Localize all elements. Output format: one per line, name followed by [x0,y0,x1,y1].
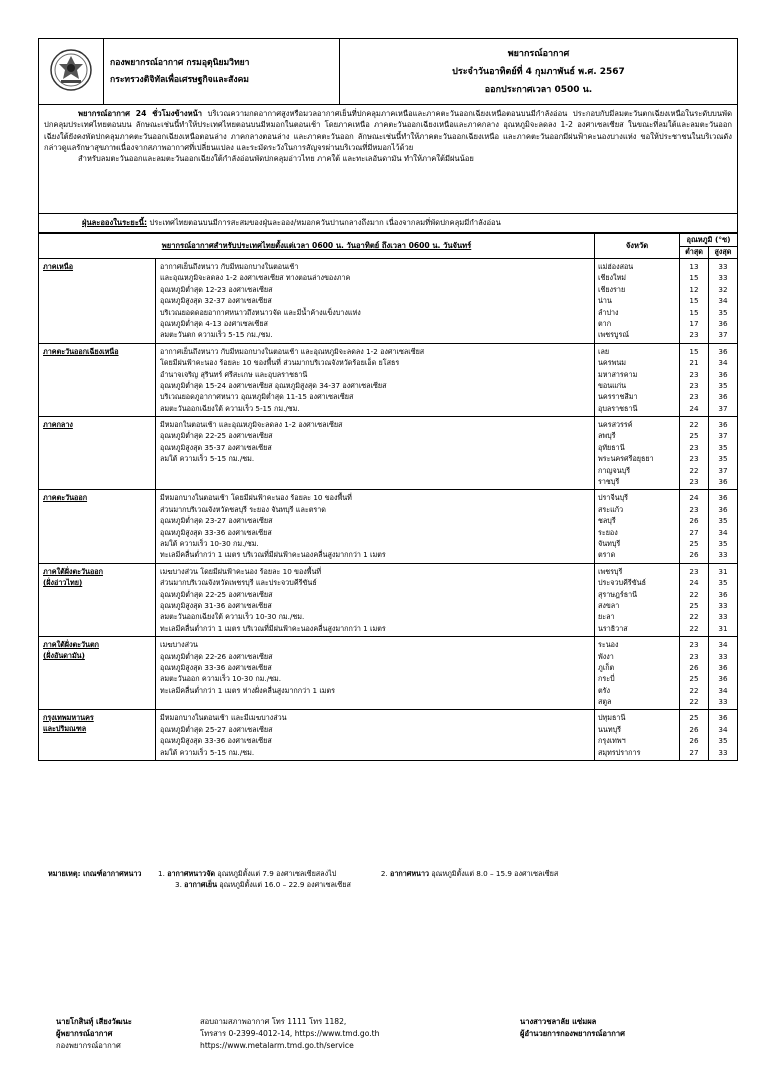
region-name-line: และปริมณฑล [43,724,87,734]
min-temp-list [680,490,709,563]
director-name: นางสาวชลาลัย แซ่มผล [520,1017,597,1026]
min-temp-value: 26 [689,662,699,672]
intro-text2: สำหรับลมตะวันออกและลมตะวันออกเฉียงใต้กำลังอ่อนพัดปกคลุมอ่าวไทย ภาคใต้ และทะเลอันดามัน ทำให้ภาคใต้มีฝนน้อย [78,154,474,164]
min-temp-value: 23 [689,566,699,576]
description-line: อุณหภูมิสูงสุด 31-36 องศาเซลเซียส [160,600,272,610]
description-line: บริเวณยอดภูอากาศหนาว อุณหภูมิต่ำสุด 11-15 องศาเซลเซียส [160,392,354,402]
province-name: แม่ฮ่องสอน [598,262,634,271]
description-line: อุณหภูมิสูงสุด 33-36 องศาเซลเซียส [160,527,272,537]
intro-lead: พยากรณ์อากาศ 24 ชั่วโมงข้างหน้า [78,109,203,118]
province-name: อุบลราชธานี [598,403,638,413]
max-temp-value: 35 [718,736,728,746]
description-line: อุณหภูมิต่ำสุด 4-13 องศาเซลเซียส [160,318,268,328]
province-name: ตาก [598,318,612,328]
province-name: เชียงใหม่ [598,273,627,283]
region-row [39,710,738,761]
max-temp-value: 33 [718,262,728,271]
max-temp-value: 36 [718,504,728,514]
note-item2-num: 2. [380,869,388,878]
min-temp-value: 15 [689,346,699,356]
max-temp-value: 36 [718,477,728,487]
organization-cell [104,39,340,105]
description-line: อุณหภูมิต่ำสุด 25-27 องศาเซลเซียส [160,724,273,734]
max-temp-value: 36 [718,369,728,379]
province-name: ขอนแก่น [598,380,627,390]
region-name-line: ภาคตะวันออก [43,493,88,503]
min-temp-list [680,563,709,636]
max-temp-value: 35 [718,454,728,464]
min-temp-value: 24 [689,578,699,588]
region-name [39,563,156,636]
min-temp-value: 22 [689,465,699,475]
province-name: ตราด [598,550,616,560]
description-line: อุณหภูมิต่ำสุด 22-25 องศาเซลเซียส [160,589,273,599]
region-name-line: ภาคเหนือ [43,262,74,271]
max-temp-value: 35 [718,380,728,390]
dust-cell [39,214,738,233]
note-item3-num: 3. [175,880,182,889]
description-line: มีหมอกในตอนเช้า และอุณหภูมิจะลดลง 1-2 องศาเซลเซียส [160,420,343,430]
max-temp-value: 34 [718,527,728,537]
region-name-line: ภาคตะวันออกเฉียงเหนือ [43,346,119,356]
region-name [39,259,156,344]
min-temp-value: 25 [689,713,699,723]
region-name-line: ภาคใต้ฝั่งตะวันตก [43,640,99,650]
note-item1-bold: อากาศหนาวจัด [167,869,216,878]
description-line: อุณหภูมิสูงสุด 33-36 องศาเซลเซียส [160,736,272,746]
province-name: จันทบุรี [598,538,621,548]
region-row [39,343,738,416]
province-name: เลย [598,346,610,356]
description-line: อุณหภูมิสูงสุด 32-37 องศาเซลเซียส [160,296,272,306]
province-name: ตรัง [598,685,611,695]
region-description [156,343,595,416]
min-temp-value: 23 [689,640,699,650]
province-name: ระนอง [598,640,619,650]
description-line: ลมตะวันออก ความเร็ว 10-30 กม./ชม. [160,674,282,684]
max-temp-value: 33 [718,273,728,283]
description-line: ทะเลมีคลื่นต่ำกว่า 1 เมตร บริเวณที่มีฝนฟ้าคะนองคลื่นสูงมากกว่า 1 เมตร [160,623,386,633]
dust-text: ประเทศไทยตอนบนมีการสะสมของฝุ่นละออง/หมอกควันปานกลางถึงมาก เนื่องจากลมที่พัดปกคลุมมีกำลังอ่อน [149,218,501,227]
description-line: ลมใต้ ความเร็ว 5-15 กม./ชม. [160,747,255,757]
province-name: มหาสารคาม [598,369,638,379]
intro-text: บริเวณความกดอากาศสูงหรือมวลอากาศเย็นที่ปกคลุมภาคเหนือและภาคตะวันออกเฉียงเหนือตอนบนมีกำลังอ่อน ประกอบกับมีลมตะวันตกเฉียงเหนือในระดับบนพัดปกคลุมประเทศไทยตอนบน ลักษณะเช่นนี้ทำให้ประเทศไทยตอนบนมีหมอกในตอนเช้า โดยภาคเหนือ ภาคตะวันออกเฉียงเหนือและภาคกลาง อุณหภูมิจะลดลง 1-2 องศาเซลเซียส ในขณะที่ลมใต้และลมตะวันออกเฉียงใต้ยังคงพัดปกคลุมภาคตะวันออกเฉียงเหนือตอนล่าง ภาคกลางตอนล่าง และภาคตะวันออก ลักษณะเช่นนี้ทำให้ภาคตะวันออกเฉียงเหนือ และภาคตะวันออกมีฝนฟ้าคะนองบางแห่ง ขอให้ประชาชนในบริเวณดังกล่าวดูแลรักษาสุขภาพเนื่องจากสภาพอากาศที่เปลี่ยนแปลง และระมัดระวังในการสัญจรผ่านบริเวณที่มีหมอกไว้ด้วย [44,109,732,152]
note-label: หมายเหตุ: เกณฑ์อากาศหนาว [48,869,142,878]
min-temp-value: 25 [689,538,699,548]
min-temp-value: 26 [689,516,699,526]
max-temp-value: 35 [718,307,728,317]
min-temp-value: 25 [689,431,699,441]
province-name: นครพนม [598,358,626,368]
max-temp-value: 33 [718,697,728,707]
max-temp-value: 33 [718,651,728,661]
region-description [156,259,595,344]
province-name: ปราจีนบุรี [598,493,629,503]
min-temp-value: 21 [689,358,699,368]
region-row [39,490,738,563]
region-name-line: ภาคกลาง [43,420,73,430]
province-name: ประจวบคีรีขันธ์ [598,578,646,588]
province-list [595,490,680,563]
description-line: อุณหภูมิต่ำสุด 22-26 องศาเซลเซียส [160,651,273,661]
province-name: เพชรบุรี [598,566,623,576]
max-temp-value: 37 [718,403,728,413]
province-name: ระยอง [598,527,618,537]
region-name [39,417,156,490]
max-temp-value: 33 [718,550,728,560]
description-line: ทะเลมีคลื่นต่ำกว่า 1 เมตร ห่างฝั่งคลื่นสูงมากกว่า 1 เมตร [160,685,336,695]
max-temp-value: 35 [718,538,728,548]
region-name-line: (ฝั่งอันดามัน) [43,651,85,661]
min-temp-value: 23 [689,477,699,487]
province-name: สตูล [598,697,612,707]
max-temp-value: 36 [718,493,728,503]
province-name: ชลบุรี [598,516,616,526]
province-name: พระนครศรีอยุธยา [598,454,654,464]
max-temp-value: 33 [718,747,728,757]
max-temp-value: 36 [718,346,728,356]
max-temp-value: 36 [718,420,728,430]
temperature-header: อุณหภูมิ (°ซ) [680,234,738,247]
province-list [595,563,680,636]
max-temp-list [709,490,738,563]
min-temp-value: 23 [689,454,699,464]
intro-cell [39,105,738,214]
region-description [156,710,595,761]
description-line: ลมตะวันออกเฉียงใต้ ความเร็ว 5-15 กม./ชม. [160,403,300,413]
description-line: ลมใต้ ความเร็ว 10-30 กม./ชม. [160,538,259,548]
min-temp-list [680,710,709,761]
province-name: นครราชสีมา [598,392,638,402]
description-line: อุณหภูมิต่ำสุด 12-23 องศาเซลเซียส [160,284,273,294]
max-temp-value: 34 [718,296,728,306]
province-name: อุทัยธานี [598,442,625,452]
region-row [39,417,738,490]
description-line: และอุณหภูมิจะลดลง 1-2 องศาเซลเซียส ทางตอนล่างของภาค [160,273,351,283]
region-name [39,710,156,761]
min-temp-value: 24 [689,403,699,413]
contact-service-link[interactable]: https://www.metalarm.tmd.go.th/service [200,1041,354,1050]
province-name: กระบี่ [598,674,615,684]
logo-cell [39,39,104,105]
province-name: กรุงเทพฯ [598,736,626,746]
description-line: ลมตะวันออกเฉียงใต้ ความเร็ว 10-30 กม./ชม. [160,612,305,622]
province-list [595,710,680,761]
forecaster-name: นายโกสินทุ์ เสียงวัฒนะ [56,1017,132,1026]
province-name: สระแก้ว [598,504,624,514]
min-temp-value: 23 [689,369,699,379]
forecaster-division: กองพยากรณ์อากาศ [56,1041,121,1050]
min-temp-header: ต่ำสุด [680,247,709,259]
note-item2-bold: อากาศหนาว [390,869,430,878]
province-name: ยะลา [598,612,615,622]
footer-director [520,1016,625,1040]
min-temp-value: 22 [689,697,699,707]
max-temp-value: 35 [718,516,728,526]
province-name: ลำปาง [598,307,619,317]
max-temp-list [709,710,738,761]
note-item3-bold: อากาศเย็น [184,880,218,889]
min-temp-value: 23 [689,330,699,340]
max-temp-value: 33 [718,600,728,610]
province-name: สมุทรปราการ [598,747,641,757]
description-line: อุณหภูมิสูงสุด 35-37 องศาเซลเซียส [160,442,272,452]
province-name: เชียงราย [598,284,626,294]
title-issued: ออกประกาศเวลา 0500 น. [484,84,593,95]
min-temp-value: 26 [689,736,699,746]
province-name: ปทุมธานี [598,713,626,723]
province-name: สงขลา [598,600,620,610]
region-description [156,417,595,490]
max-temp-value: 36 [718,674,728,684]
max-temp-value: 34 [718,685,728,695]
min-temp-list [680,637,709,710]
header-table [38,38,738,233]
dust-label: ฝุ่นละอองในระยะนี้: [82,218,148,227]
region-name [39,490,156,563]
max-temp-list [709,637,738,710]
min-temp-value: 26 [689,724,699,734]
forecast-page [38,38,738,761]
description-line: อุณหภูมิต่ำสุด 23-27 องศาเซลเซียส [160,516,273,526]
min-temp-value: 17 [689,318,699,328]
province-name: กาญจนบุรี [598,465,631,475]
region-description [156,637,595,710]
min-temp-value: 24 [689,493,699,503]
title-cell [340,39,738,105]
min-temp-value: 26 [689,550,699,560]
max-temp-value: 36 [718,589,728,599]
max-temp-value: 36 [718,392,728,402]
region-description [156,563,595,636]
min-temp-value: 22 [689,612,699,622]
min-temp-value: 25 [689,674,699,684]
tmd-emblem-icon [49,48,93,92]
region-name-line: (ฝั่งอ่าวไทย) [43,577,83,587]
max-temp-list [709,343,738,416]
note-item1-text: อุณหภูมิตั้งแต่ 7.9 องศาเซลเซียสลงไป [217,869,337,878]
forecast-table [38,233,738,761]
region-name-line: ภาคใต้ฝั่งตะวันออก [43,566,103,576]
max-temp-value: 34 [718,640,728,650]
min-temp-value: 23 [689,442,699,452]
min-temp-value: 23 [689,504,699,514]
title-date: ประจำวันอาทิตย์ที่ 4 กุมภาพันธ์ พ.ศ. 2567 [452,66,625,77]
min-temp-value: 13 [689,262,699,271]
max-temp-value: 34 [718,724,728,734]
max-temp-value: 37 [718,330,728,340]
description-line: อากาศเย็นถึงหนาว กับมีหมอกบางในตอนเช้า และอุณหภูมิจะลดลง 1-2 องศาเซลเซียส [160,346,425,356]
region-name [39,637,156,710]
min-temp-value: 22 [689,589,699,599]
note-item3-text: อุณหภูมิตั้งแต่ 16.0 – 22.9 องศาเซลเซียส [219,880,351,889]
province-name: ภูเก็ต [598,662,615,672]
min-temp-value: 23 [689,380,699,390]
province-name: น่าน [598,296,612,306]
note-section [48,868,558,890]
max-temp-header: สูงสุด [709,247,738,259]
description-line: อุณหภูมิสูงสุด 33-36 องศาเซลเซียส [160,662,272,672]
max-temp-list [709,259,738,344]
province-name: สุราษฎร์ธานี [598,589,638,599]
description-line: อำนาจเจริญ สุรินทร์ ศรีสะเกษ และอุบลราชธานี [160,369,308,379]
region-name-line: กรุงเทพมหานคร [43,713,94,723]
max-temp-value: 33 [718,612,728,622]
note-item2-text: อุณหภูมิตั้งแต่ 8.0 – 15.9 องศาเซลเซียส [431,869,559,878]
min-temp-value: 27 [689,747,699,757]
max-temp-list [709,563,738,636]
region-name [39,343,156,416]
region-row [39,563,738,636]
min-temp-value: 22 [689,420,699,430]
min-temp-list [680,259,709,344]
description-line: โดยมีฝนฟ้าคะนอง ร้อยละ 10 ของพื้นที่ ส่วนมากบริเวณจังหวัดร้อยเอ็ด ยโสธร [160,358,400,368]
min-temp-value: 15 [689,273,699,283]
min-temp-value: 22 [689,623,699,633]
min-temp-list [680,417,709,490]
min-temp-value: 15 [689,307,699,317]
min-temp-value: 15 [689,296,699,306]
description-line: บริเวณยอดดอยอากาศหนาวถึงหนาวจัด และมีน้ำค้างแข็งบางแห่ง [160,307,361,317]
description-line: มีหมอกบางในตอนเช้า โดยมีฝนฟ้าคะนอง ร้อยละ 10 ของพื้นที่ [160,493,352,503]
province-name: นนทบุรี [598,724,621,734]
description-line: ทะเลมีคลื่นต่ำกว่า 1 เมตร บริเวณที่มีฝนฟ้าคะนองคลื่นสูงมากกว่า 1 เมตร [160,550,386,560]
max-temp-value: 36 [718,713,728,723]
contact-phone: สอบถามสภาพอากาศ โทร 1111 โทร 1182, [200,1017,347,1026]
footer-forecaster [56,1016,132,1052]
director-role: ผู้อำนวยการกองพยากรณ์อากาศ [520,1029,625,1038]
province-list [595,637,680,710]
org-line2: กระทรวงดิจิทัลเพื่อเศรษฐกิจและสังคม [110,74,249,85]
region-description [156,490,595,563]
region-row [39,637,738,710]
province-name: ราชบุรี [598,477,620,487]
max-temp-value: 36 [718,318,728,328]
province-list [595,343,680,416]
description-line: ลมตะวันตก ความเร็ว 5-15 กม./ชม. [160,330,273,340]
description-line: ส่วนมากบริเวณจังหวัดเพชรบุรี และประจวบคีรีขันธ์ [160,578,317,588]
region-row [39,259,738,344]
min-temp-value: 12 [689,284,699,294]
description-line: ลมใต้ ความเร็ว 5-15 กม./ชม. [160,454,255,464]
min-temp-value: 22 [689,685,699,695]
province-name: พังงา [598,651,614,661]
max-temp-value: 34 [718,358,728,368]
description-line: เมฆบางส่วน โดยมีฝนฟ้าคะนอง ร้อยละ 10 ของพื้นที่ [160,566,322,576]
max-temp-value: 36 [718,662,728,672]
description-line: อุณหภูมิต่ำสุด 22-25 องศาเซลเซียส [160,431,273,441]
note-item1-num: 1. [158,869,165,878]
forecast-heading: พยากรณ์อากาศสำหรับประเทศไทยตั้งแต่เวลา 0600 น. วันอาทิตย์ ถึงเวลา 0600 น. วันจันทร์ [39,234,595,259]
description-line: อากาศเย็นถึงหนาว กับมีหมอกบางในตอนเช้า [160,262,299,271]
max-temp-value: 35 [718,578,728,588]
province-name: เพชรบูรณ์ [598,330,630,340]
province-name: นราธิวาส [598,623,628,633]
max-temp-value: 37 [718,431,728,441]
province-name: นครสวรรค์ [598,420,633,430]
max-temp-value: 37 [718,465,728,475]
min-temp-value: 23 [689,651,699,661]
title-main: พยากรณ์อากาศ [507,48,570,59]
min-temp-value: 27 [689,527,699,537]
max-temp-value: 31 [718,566,728,576]
min-temp-value: 25 [689,600,699,610]
description-line: เมฆบางส่วน [160,640,198,650]
max-temp-list [709,417,738,490]
province-header: จังหวัด [595,234,680,259]
org-line1: กองพยากรณ์อากาศ กรมอุตุนิยมวิทยา [110,57,250,68]
contact-fax-web[interactable]: โทรสาร 0-2399-4012-14, https://www.tmd.go.th [200,1029,380,1038]
max-temp-value: 32 [718,284,728,294]
min-temp-list [680,343,709,416]
description-line: มีหมอกบางในตอนเช้า และมีเมฆบางส่วน [160,713,287,723]
province-name: ลพบุรี [598,431,616,441]
forecaster-role: ผู้พยากรณ์อากาศ [56,1029,113,1038]
description-line: อุณหภูมิต่ำสุด 15-24 องศาเซลเซียส อุณหภูมิสูงสุด 34-37 องศาเซลเซียส [160,380,387,390]
province-list [595,417,680,490]
description-line: ส่วนมากบริเวณจังหวัดชลบุรี ระยอง จันทบุรี และตราด [160,504,326,514]
province-list [595,259,680,344]
max-temp-value: 35 [718,442,728,452]
min-temp-value: 23 [689,392,699,402]
footer-contact [200,1016,379,1052]
max-temp-value: 31 [718,623,728,633]
